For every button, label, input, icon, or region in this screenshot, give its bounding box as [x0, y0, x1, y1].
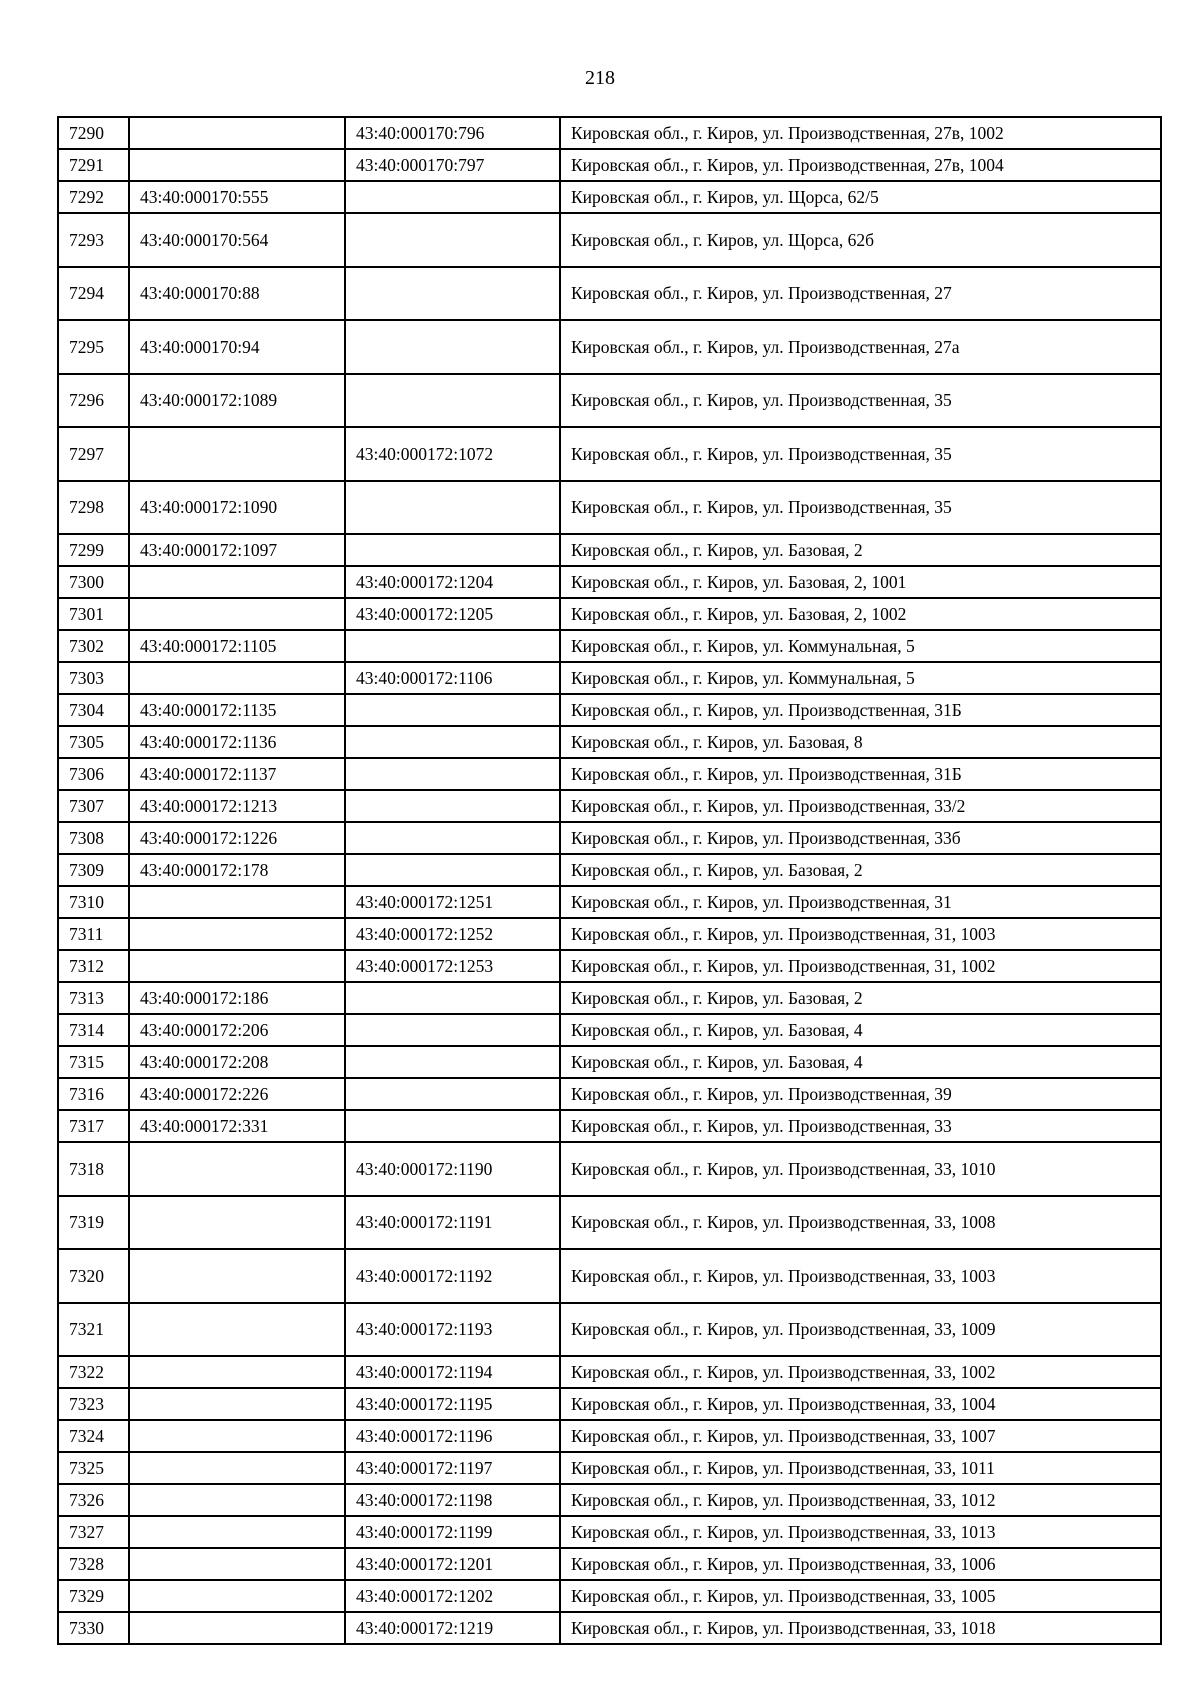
linked-cadastral-number-cell: [345, 726, 560, 758]
table-row: [58, 374, 1161, 428]
linked-cadastral-number-cell: [345, 1078, 560, 1110]
cadastral-number-cell: [129, 950, 345, 982]
linked-cadastral-number-cell: [345, 374, 560, 428]
linked-cadastral-number-cell: [345, 1014, 560, 1046]
table-row: [58, 822, 1161, 854]
table-row: [58, 982, 1161, 1014]
cadastral-number-cell: 43:40:000172:208: [129, 1046, 345, 1078]
linked-cadastral-number-cell: 43:40:000172:1194: [345, 1356, 560, 1388]
row-number-cell: 7314: [58, 1014, 129, 1046]
row-number-cell: 7290: [58, 117, 129, 149]
address-cell: Кировская обл., г. Киров, ул. Производственная, 33, 1012: [560, 1484, 1161, 1516]
linked-cadastral-number-cell: 43:40:000172:1202: [345, 1580, 560, 1612]
table-row: [58, 1110, 1161, 1142]
address-cell: Кировская обл., г. Киров, ул. Производственная, 33, 1003: [560, 1249, 1161, 1303]
row-number-cell: 7308: [58, 822, 129, 854]
table-row: [58, 886, 1161, 918]
table-row: [58, 1612, 1161, 1644]
row-number-cell: 7297: [58, 427, 129, 481]
linked-cadastral-number-cell: 43:40:000172:1196: [345, 1420, 560, 1452]
address-cell: Кировская обл., г. Киров, ул. Производственная, 33: [560, 1110, 1161, 1142]
linked-cadastral-number-cell: 43:40:000172:1253: [345, 950, 560, 982]
row-number-cell: 7328: [58, 1548, 129, 1580]
address-cell: Кировская обл., г. Киров, ул. Базовая, 8: [560, 726, 1161, 758]
cadastral-number-cell: [129, 886, 345, 918]
address-cell: Кировская обл., г. Киров, ул. Щорса, 62/5: [560, 181, 1161, 213]
linked-cadastral-number-cell: 43:40:000172:1072: [345, 427, 560, 481]
cadastral-number-cell: [129, 566, 345, 598]
row-number-cell: 7302: [58, 630, 129, 662]
row-number-cell: 7304: [58, 694, 129, 726]
table-row: [58, 1078, 1161, 1110]
address-cell: Кировская обл., г. Киров, ул. Базовая, 2: [560, 982, 1161, 1014]
row-number-cell: 7310: [58, 886, 129, 918]
address-cell: Кировская обл., г. Киров, ул. Производственная, 33, 1009: [560, 1303, 1161, 1357]
address-cell: Кировская обл., г. Киров, ул. Производственная, 31Б: [560, 694, 1161, 726]
cadastral-number-cell: [129, 1249, 345, 1303]
row-number-cell: 7313: [58, 982, 129, 1014]
linked-cadastral-number-cell: [345, 1046, 560, 1078]
table-row: [58, 1452, 1161, 1484]
linked-cadastral-number-cell: [345, 267, 560, 321]
address-cell: Кировская обл., г. Киров, ул. Коммунальная, 5: [560, 662, 1161, 694]
row-number-cell: 7329: [58, 1580, 129, 1612]
address-cell: Кировская обл., г. Киров, ул. Щорса, 62б: [560, 213, 1161, 267]
linked-cadastral-number-cell: 43:40:000172:1190: [345, 1142, 560, 1196]
cadastral-number-cell: 43:40:000172:1213: [129, 790, 345, 822]
table-row: [58, 534, 1161, 566]
row-number-cell: 7325: [58, 1452, 129, 1484]
address-cell: Кировская обл., г. Киров, ул. Базовая, 2: [560, 534, 1161, 566]
address-cell: Кировская обл., г. Киров, ул. Производственная, 33, 1004: [560, 1388, 1161, 1420]
cadastral-number-cell: 43:40:000172:206: [129, 1014, 345, 1046]
address-cell: Кировская обл., г. Киров, ул. Базовая, 2, 1002: [560, 598, 1161, 630]
address-cell: Кировская обл., г. Киров, ул. Коммунальная, 5: [560, 630, 1161, 662]
linked-cadastral-number-cell: 43:40:000172:1204: [345, 566, 560, 598]
cadastral-number-cell: 43:40:000172:1136: [129, 726, 345, 758]
address-cell: Кировская обл., г. Киров, ул. Производственная, 35: [560, 427, 1161, 481]
linked-cadastral-number-cell: [345, 694, 560, 726]
linked-cadastral-number-cell: [345, 982, 560, 1014]
cadastral-number-cell: [129, 149, 345, 181]
row-number-cell: 7300: [58, 566, 129, 598]
linked-cadastral-number-cell: [345, 534, 560, 566]
cadastral-number-cell: 43:40:000172:1226: [129, 822, 345, 854]
cadastral-number-cell: [129, 918, 345, 950]
row-number-cell: 7291: [58, 149, 129, 181]
table-row: [58, 790, 1161, 822]
cadastral-number-cell: [129, 1420, 345, 1452]
registry-table: [57, 116, 1162, 1645]
address-cell: Кировская обл., г. Киров, ул. Производственная, 33, 1011: [560, 1452, 1161, 1484]
page-number: 218: [585, 67, 615, 89]
cadastral-number-cell: 43:40:000172:1105: [129, 630, 345, 662]
cadastral-number-cell: 43:40:000172:1135: [129, 694, 345, 726]
linked-cadastral-number-cell: 43:40:000172:1192: [345, 1249, 560, 1303]
address-cell: Кировская обл., г. Киров, ул. Производственная, 31, 1002: [560, 950, 1161, 982]
cadastral-number-cell: [129, 1388, 345, 1420]
linked-cadastral-number-cell: 43:40:000172:1199: [345, 1516, 560, 1548]
row-number-cell: 7324: [58, 1420, 129, 1452]
row-number-cell: 7316: [58, 1078, 129, 1110]
table-row: [58, 566, 1161, 598]
linked-cadastral-number-cell: 43:40:000172:1191: [345, 1196, 560, 1250]
address-cell: Кировская обл., г. Киров, ул. Производственная, 31Б: [560, 758, 1161, 790]
cadastral-number-cell: 43:40:000172:1137: [129, 758, 345, 790]
address-cell: Кировская обл., г. Киров, ул. Производственная, 33, 1006: [560, 1548, 1161, 1580]
row-number-cell: 7295: [58, 320, 129, 374]
table-row: [58, 181, 1161, 213]
row-number-cell: 7294: [58, 267, 129, 321]
cadastral-number-cell: 43:40:000170:555: [129, 181, 345, 213]
linked-cadastral-number-cell: 43:40:000172:1198: [345, 1484, 560, 1516]
linked-cadastral-number-cell: 43:40:000172:1193: [345, 1303, 560, 1357]
row-number-cell: 7298: [58, 481, 129, 535]
table-row: [58, 1303, 1161, 1357]
address-cell: Кировская обл., г. Киров, ул. Производственная, 33, 1007: [560, 1420, 1161, 1452]
row-number-cell: 7293: [58, 213, 129, 267]
row-number-cell: 7301: [58, 598, 129, 630]
table-row: [58, 481, 1161, 535]
address-cell: Кировская обл., г. Киров, ул. Производственная, 27в, 1002: [560, 117, 1161, 149]
linked-cadastral-number-cell: [345, 213, 560, 267]
cadastral-number-cell: [129, 1452, 345, 1484]
table-row: [58, 854, 1161, 886]
linked-cadastral-number-cell: 43:40:000170:797: [345, 149, 560, 181]
row-number-cell: 7321: [58, 1303, 129, 1357]
cadastral-number-cell: 43:40:000172:226: [129, 1078, 345, 1110]
address-cell: Кировская обл., г. Киров, ул. Производственная, 27а: [560, 320, 1161, 374]
cadastral-number-cell: [129, 1484, 345, 1516]
table-row: [58, 1014, 1161, 1046]
linked-cadastral-number-cell: [345, 758, 560, 790]
cadastral-number-cell: 43:40:000170:88: [129, 267, 345, 321]
registry-table-body: [58, 117, 1161, 1644]
table-row: [58, 1484, 1161, 1516]
row-number-cell: 7323: [58, 1388, 129, 1420]
linked-cadastral-number-cell: [345, 630, 560, 662]
linked-cadastral-number-cell: [345, 320, 560, 374]
linked-cadastral-number-cell: 43:40:000170:796: [345, 117, 560, 149]
address-cell: Кировская обл., г. Киров, ул. Производственная, 33, 1002: [560, 1356, 1161, 1388]
row-number-cell: 7330: [58, 1612, 129, 1644]
cadastral-number-cell: [129, 1142, 345, 1196]
cadastral-number-cell: 43:40:000170:564: [129, 213, 345, 267]
address-cell: Кировская обл., г. Киров, ул. Производственная, 27: [560, 267, 1161, 321]
cadastral-number-cell: [129, 1548, 345, 1580]
row-number-cell: 7317: [58, 1110, 129, 1142]
table-row: [58, 694, 1161, 726]
address-cell: Кировская обл., г. Киров, ул. Производственная, 35: [560, 481, 1161, 535]
address-cell: Кировская обл., г. Киров, ул. Производственная, 27в, 1004: [560, 149, 1161, 181]
address-cell: Кировская обл., г. Киров, ул. Базовая, 2: [560, 854, 1161, 886]
linked-cadastral-number-cell: 43:40:000172:1251: [345, 886, 560, 918]
address-cell: Кировская обл., г. Киров, ул. Производственная, 31: [560, 886, 1161, 918]
linked-cadastral-number-cell: [345, 854, 560, 886]
address-cell: Кировская обл., г. Киров, ул. Производственная, 33, 1010: [560, 1142, 1161, 1196]
linked-cadastral-number-cell: 43:40:000172:1205: [345, 598, 560, 630]
table-row: [58, 950, 1161, 982]
cadastral-number-cell: [129, 1356, 345, 1388]
linked-cadastral-number-cell: [345, 481, 560, 535]
row-number-cell: 7320: [58, 1249, 129, 1303]
cadastral-number-cell: [129, 1196, 345, 1250]
table-row: [58, 427, 1161, 481]
row-number-cell: 7312: [58, 950, 129, 982]
address-cell: Кировская обл., г. Киров, ул. Производственная, 33, 1013: [560, 1516, 1161, 1548]
address-cell: Кировская обл., г. Киров, ул. Производственная, 39: [560, 1078, 1161, 1110]
linked-cadastral-number-cell: 43:40:000172:1197: [345, 1452, 560, 1484]
address-cell: Кировская обл., г. Киров, ул. Производственная, 33б: [560, 822, 1161, 854]
table-row: [58, 1046, 1161, 1078]
cadastral-number-cell: [129, 598, 345, 630]
table-row: [58, 1196, 1161, 1250]
linked-cadastral-number-cell: 43:40:000172:1252: [345, 918, 560, 950]
table-row: [58, 1249, 1161, 1303]
table-row: [58, 630, 1161, 662]
linked-cadastral-number-cell: [345, 181, 560, 213]
row-number-cell: 7307: [58, 790, 129, 822]
table-row: [58, 320, 1161, 374]
cadastral-number-cell: 43:40:000172:178: [129, 854, 345, 886]
linked-cadastral-number-cell: 43:40:000172:1195: [345, 1388, 560, 1420]
cadastral-number-cell: [129, 1516, 345, 1548]
row-number-cell: 7299: [58, 534, 129, 566]
table-row: [58, 1548, 1161, 1580]
cadastral-number-cell: [129, 427, 345, 481]
cadastral-number-cell: 43:40:000172:1089: [129, 374, 345, 428]
row-number-cell: 7318: [58, 1142, 129, 1196]
table-row: [58, 918, 1161, 950]
row-number-cell: 7311: [58, 918, 129, 950]
cadastral-number-cell: 43:40:000172:1090: [129, 481, 345, 535]
cadastral-number-cell: [129, 1303, 345, 1357]
address-cell: Кировская обл., г. Киров, ул. Базовая, 2, 1001: [560, 566, 1161, 598]
linked-cadastral-number-cell: 43:40:000172:1201: [345, 1548, 560, 1580]
row-number-cell: 7309: [58, 854, 129, 886]
address-cell: Кировская обл., г. Киров, ул. Производственная, 33, 1005: [560, 1580, 1161, 1612]
linked-cadastral-number-cell: 43:40:000172:1219: [345, 1612, 560, 1644]
table-row: [58, 662, 1161, 694]
cadastral-number-cell: 43:40:000172:1097: [129, 534, 345, 566]
table-row: [58, 117, 1161, 149]
cadastral-number-cell: [129, 1612, 345, 1644]
cadastral-number-cell: [129, 1580, 345, 1612]
row-number-cell: 7305: [58, 726, 129, 758]
table-row: [58, 1420, 1161, 1452]
address-cell: Кировская обл., г. Киров, ул. Производственная, 33, 1018: [560, 1612, 1161, 1644]
address-cell: Кировская обл., г. Киров, ул. Производственная, 31, 1003: [560, 918, 1161, 950]
address-cell: Кировская обл., г. Киров, ул. Производственная, 33, 1008: [560, 1196, 1161, 1250]
table-row: [58, 1142, 1161, 1196]
row-number-cell: 7303: [58, 662, 129, 694]
cadastral-number-cell: 43:40:000170:94: [129, 320, 345, 374]
address-cell: Кировская обл., г. Киров, ул. Производственная, 35: [560, 374, 1161, 428]
row-number-cell: 7292: [58, 181, 129, 213]
row-number-cell: 7296: [58, 374, 129, 428]
linked-cadastral-number-cell: [345, 790, 560, 822]
linked-cadastral-number-cell: [345, 1110, 560, 1142]
address-cell: Кировская обл., г. Киров, ул. Производственная, 33/2: [560, 790, 1161, 822]
cadastral-number-cell: 43:40:000172:331: [129, 1110, 345, 1142]
row-number-cell: 7326: [58, 1484, 129, 1516]
table-row: [58, 1356, 1161, 1388]
address-cell: Кировская обл., г. Киров, ул. Базовая, 4: [560, 1046, 1161, 1078]
table-row: [58, 1516, 1161, 1548]
linked-cadastral-number-cell: [345, 822, 560, 854]
row-number-cell: 7327: [58, 1516, 129, 1548]
row-number-cell: 7322: [58, 1356, 129, 1388]
linked-cadastral-number-cell: 43:40:000172:1106: [345, 662, 560, 694]
table-row: [58, 149, 1161, 181]
table-row: [58, 213, 1161, 267]
cadastral-number-cell: [129, 662, 345, 694]
cadastral-number-cell: [129, 117, 345, 149]
row-number-cell: 7319: [58, 1196, 129, 1250]
table-row: [58, 1388, 1161, 1420]
table-row: [58, 758, 1161, 790]
table-row: [58, 598, 1161, 630]
table-row: [58, 267, 1161, 321]
table-row: [58, 1580, 1161, 1612]
cadastral-number-cell: 43:40:000172:186: [129, 982, 345, 1014]
address-cell: Кировская обл., г. Киров, ул. Базовая, 4: [560, 1014, 1161, 1046]
row-number-cell: 7315: [58, 1046, 129, 1078]
row-number-cell: 7306: [58, 758, 129, 790]
table-row: [58, 726, 1161, 758]
